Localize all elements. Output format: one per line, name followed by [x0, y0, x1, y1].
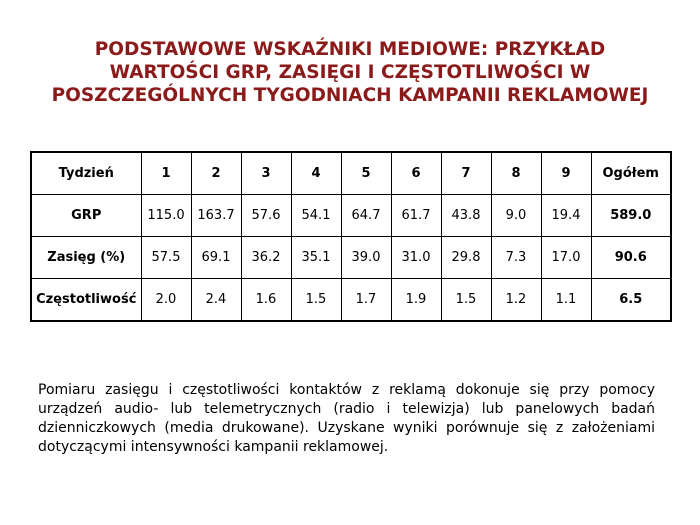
table-cell: 36.2: [241, 237, 291, 279]
table-cell: 64.7: [341, 195, 391, 237]
table-row-reach: [31, 237, 671, 279]
table-row-grp: [31, 195, 671, 237]
slide-title: [40, 38, 660, 107]
table-cell: 2.4: [191, 279, 241, 322]
table-cell: 29.8: [441, 237, 491, 279]
header-cell: 4: [291, 152, 341, 195]
header-cell: Ogółem: [591, 152, 671, 195]
table-cell: 39.0: [341, 237, 391, 279]
table-cell: 9.0: [491, 195, 541, 237]
header-cell: 9: [541, 152, 591, 195]
table-cell: 1.2: [491, 279, 541, 322]
header-cell: Tydzień: [31, 152, 141, 195]
header-cell: 3: [241, 152, 291, 195]
table-cell: 115.0: [141, 195, 191, 237]
row-label: GRP: [31, 195, 141, 237]
table-cell: 19.4: [541, 195, 591, 237]
row-label: Zasięg (%): [31, 237, 141, 279]
table-cell: 163.7: [191, 195, 241, 237]
table-cell: 1.5: [291, 279, 341, 322]
total-cell: 6.5: [591, 279, 671, 322]
header-cell: 6: [391, 152, 441, 195]
table-cell: 1.6: [241, 279, 291, 322]
media-indicators-table: [30, 151, 672, 322]
table-cell: 1.7: [341, 279, 391, 322]
table-header-row: [31, 152, 671, 195]
header-cell: 8: [491, 152, 541, 195]
table-cell: 7.3: [491, 237, 541, 279]
table-cell: 1.5: [441, 279, 491, 322]
table-cell: 57.6: [241, 195, 291, 237]
header-cell: 2: [191, 152, 241, 195]
table-cell: 31.0: [391, 237, 441, 279]
table-cell: 1.9: [391, 279, 441, 322]
title-line-3: POSZCZEGÓLNYCH TYGODNIACH KAMPANII REKLAMOWEJ: [51, 85, 649, 106]
table-cell: 35.1: [291, 237, 341, 279]
total-cell: 589.0: [591, 195, 671, 237]
title-line-1: PODSTAWOWE WSKAŹNIKI MEDIOWE: PRZYKŁAD: [94, 39, 606, 60]
table-cell: 54.1: [291, 195, 341, 237]
table-cell: 43.8: [441, 195, 491, 237]
table-cell: 61.7: [391, 195, 441, 237]
table-cell: 57.5: [141, 237, 191, 279]
row-label: Częstotliwość: [31, 279, 141, 322]
header-cell: 1: [141, 152, 191, 195]
description-paragraph: Pomiaru zasięgu i częstotliwości kontaktów z reklamą dokonuje się przy pomocy urządzeń audio- lub telemetrycznych (radio i telewizja) lub panelowych badań dzienniczkowych (media drukowane). Uzyskane wyniki porównuje się z założeniami dotyczącymi intensywności kampanii reklamowej.: [38, 382, 655, 455]
table-row-frequency: [31, 279, 671, 322]
table-cell: 17.0: [541, 237, 591, 279]
title-line-2: WARTOŚCI GRP, ZASIĘGI I CZĘSTOTLIWOŚCI W: [109, 62, 591, 83]
table-cell: 2.0: [141, 279, 191, 322]
header-cell: 5: [341, 152, 391, 195]
table-cell: 1.1: [541, 279, 591, 322]
total-cell: 90.6: [591, 237, 671, 279]
header-cell: 7: [441, 152, 491, 195]
table-cell: 69.1: [191, 237, 241, 279]
